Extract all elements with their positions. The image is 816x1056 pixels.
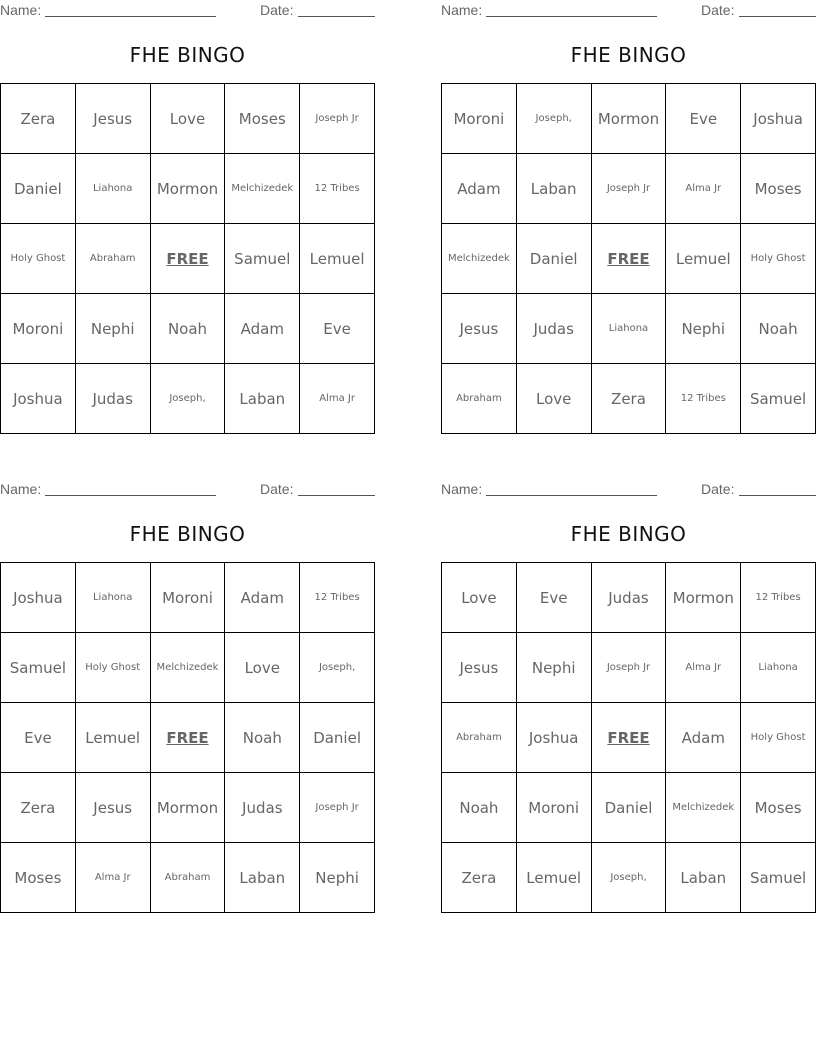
bingo-cell[interactable]: Abraham: [442, 364, 517, 434]
bingo-cell[interactable]: Alma Jr: [666, 633, 741, 703]
bingo-cell[interactable]: Eve: [517, 563, 592, 633]
bingo-card: [0, 479, 375, 919]
date-label: Date:: [701, 481, 735, 497]
bingo-cell[interactable]: Lemuel: [300, 224, 375, 294]
bingo-cell[interactable]: Samuel: [225, 224, 300, 294]
bingo-card: [441, 0, 816, 440]
name-blank-line[interactable]: [45, 495, 216, 496]
bingo-cell[interactable]: Nephi: [76, 294, 151, 364]
bingo-cell[interactable]: Moses: [741, 773, 816, 843]
bingo-grid: [0, 562, 375, 913]
date-label: Date:: [260, 481, 294, 497]
bingo-cell[interactable]: Lemuel: [666, 224, 741, 294]
free-space-cell[interactable]: FREE: [151, 703, 226, 773]
bingo-cell[interactable]: Mormon: [592, 84, 667, 154]
bingo-cell[interactable]: Joshua: [1, 563, 76, 633]
name-label: Name:: [441, 481, 483, 497]
bingo-cell[interactable]: Judas: [76, 364, 151, 434]
bingo-cell[interactable]: Moses: [741, 154, 816, 224]
bingo-cell[interactable]: Daniel: [1, 154, 76, 224]
bingo-cell[interactable]: Abraham: [151, 843, 226, 913]
date-label: Date:: [260, 2, 294, 18]
bingo-cell[interactable]: Melchizedek: [666, 773, 741, 843]
bingo-cell[interactable]: Holy Ghost: [741, 703, 816, 773]
bingo-cell[interactable]: Laban: [225, 364, 300, 434]
bingo-cell[interactable]: Liahona: [741, 633, 816, 703]
bingo-cell[interactable]: Judas: [517, 294, 592, 364]
bingo-cell[interactable]: Joshua: [741, 84, 816, 154]
bingo-cell[interactable]: Liahona: [76, 563, 151, 633]
bingo-cell[interactable]: Jesus: [76, 84, 151, 154]
bingo-grid: [0, 83, 375, 434]
bingo-cell[interactable]: 12 Tribes: [666, 364, 741, 434]
bingo-cell[interactable]: Holy Ghost: [1, 224, 76, 294]
date-blank-line[interactable]: [739, 16, 816, 17]
bingo-cell[interactable]: Joseph,: [151, 364, 226, 434]
bingo-grid: [441, 562, 816, 913]
bingo-card: [0, 0, 375, 440]
bingo-cell[interactable]: Nephi: [300, 843, 375, 913]
name-date-header: [0, 2, 375, 20]
bingo-cell[interactable]: Judas: [592, 563, 667, 633]
bingo-cell[interactable]: Adam: [225, 563, 300, 633]
bingo-cell[interactable]: Adam: [225, 294, 300, 364]
bingo-cell[interactable]: Laban: [517, 154, 592, 224]
bingo-cell[interactable]: Moroni: [151, 563, 226, 633]
bingo-cell[interactable]: Jesus: [76, 773, 151, 843]
bingo-cell[interactable]: Abraham: [442, 703, 517, 773]
bingo-cell[interactable]: Samuel: [741, 364, 816, 434]
bingo-grid: [441, 83, 816, 434]
bingo-cell[interactable]: Daniel: [517, 224, 592, 294]
bingo-cell[interactable]: Alma Jr: [76, 843, 151, 913]
bingo-cell[interactable]: Noah: [442, 773, 517, 843]
bingo-cell[interactable]: Joseph,: [517, 84, 592, 154]
bingo-cell[interactable]: Joshua: [517, 703, 592, 773]
bingo-cell[interactable]: Joseph Jr: [592, 154, 667, 224]
bingo-cell[interactable]: Joseph Jr: [300, 84, 375, 154]
bingo-cell[interactable]: Liahona: [592, 294, 667, 364]
bingo-cell[interactable]: Laban: [666, 843, 741, 913]
bingo-cell[interactable]: Joseph Jr: [592, 633, 667, 703]
date-label: Date:: [701, 2, 735, 18]
bingo-cell[interactable]: Noah: [151, 294, 226, 364]
bingo-cell[interactable]: Moroni: [442, 84, 517, 154]
bingo-cell[interactable]: Moroni: [1, 294, 76, 364]
bingo-cell[interactable]: Samuel: [1, 633, 76, 703]
name-label: Name:: [0, 481, 42, 497]
bingo-cell[interactable]: Eve: [1, 703, 76, 773]
card-title: FHE BINGO: [129, 43, 246, 67]
bingo-cell[interactable]: Liahona: [76, 154, 151, 224]
name-label: Name:: [0, 2, 42, 18]
bingo-cell[interactable]: Love: [442, 563, 517, 633]
date-blank-line[interactable]: [298, 495, 375, 496]
bingo-cell[interactable]: Mormon: [151, 154, 226, 224]
card-title: FHE BINGO: [570, 522, 687, 546]
free-space-cell[interactable]: FREE: [592, 703, 667, 773]
bingo-cell[interactable]: Moses: [1, 843, 76, 913]
bingo-cell[interactable]: Joseph,: [592, 843, 667, 913]
bingo-cell[interactable]: Melchizedek: [225, 154, 300, 224]
bingo-cell[interactable]: Melchizedek: [151, 633, 226, 703]
bingo-cell[interactable]: Adam: [666, 703, 741, 773]
bingo-cell[interactable]: Holy Ghost: [741, 224, 816, 294]
bingo-cell[interactable]: Lemuel: [76, 703, 151, 773]
bingo-cell[interactable]: Mormon: [666, 563, 741, 633]
bingo-cell[interactable]: Jesus: [442, 633, 517, 703]
bingo-cell[interactable]: 12 Tribes: [300, 563, 375, 633]
bingo-cell[interactable]: Moses: [225, 84, 300, 154]
free-space-cell[interactable]: FREE: [151, 224, 226, 294]
bingo-cell[interactable]: Alma Jr: [300, 364, 375, 434]
bingo-cell[interactable]: Nephi: [666, 294, 741, 364]
bingo-cell[interactable]: Alma Jr: [666, 154, 741, 224]
card-title: FHE BINGO: [570, 43, 687, 67]
bingo-cell[interactable]: Laban: [225, 843, 300, 913]
bingo-cell[interactable]: Holy Ghost: [76, 633, 151, 703]
bingo-cell[interactable]: Love: [517, 364, 592, 434]
bingo-cell[interactable]: Eve: [666, 84, 741, 154]
bingo-cell[interactable]: Lemuel: [517, 843, 592, 913]
bingo-cell[interactable]: Joshua: [1, 364, 76, 434]
bingo-cell[interactable]: Melchizedek: [442, 224, 517, 294]
bingo-cell[interactable]: Zera: [1, 84, 76, 154]
name-date-header: [441, 2, 816, 20]
bingo-cell[interactable]: Noah: [225, 703, 300, 773]
bingo-card: [441, 479, 816, 919]
date-blank-line[interactable]: [739, 495, 816, 496]
name-label: Name:: [441, 2, 483, 18]
bingo-cell[interactable]: Adam: [442, 154, 517, 224]
name-blank-line[interactable]: [486, 16, 657, 17]
bingo-cell[interactable]: Joseph,: [300, 633, 375, 703]
bingo-cell[interactable]: Samuel: [741, 843, 816, 913]
bingo-cell[interactable]: Joseph Jr: [300, 773, 375, 843]
bingo-cell[interactable]: Love: [225, 633, 300, 703]
date-blank-line[interactable]: [298, 16, 375, 17]
bingo-cell[interactable]: Eve: [300, 294, 375, 364]
name-blank-line[interactable]: [45, 16, 216, 17]
name-date-header: [0, 481, 375, 499]
bingo-cell[interactable]: 12 Tribes: [300, 154, 375, 224]
bingo-cell[interactable]: Judas: [225, 773, 300, 843]
bingo-cell[interactable]: Jesus: [442, 294, 517, 364]
card-title: FHE BINGO: [129, 522, 246, 546]
name-date-header: [441, 481, 816, 499]
free-space-cell[interactable]: FREE: [592, 224, 667, 294]
bingo-cell[interactable]: Nephi: [517, 633, 592, 703]
bingo-cell[interactable]: Zera: [1, 773, 76, 843]
bingo-cell[interactable]: 12 Tribes: [741, 563, 816, 633]
bingo-cell[interactable]: Noah: [741, 294, 816, 364]
bingo-cell[interactable]: Zera: [442, 843, 517, 913]
bingo-cell[interactable]: Daniel: [592, 773, 667, 843]
bingo-cell[interactable]: Love: [151, 84, 226, 154]
name-blank-line[interactable]: [486, 495, 657, 496]
bingo-cell[interactable]: Moroni: [517, 773, 592, 843]
bingo-cell[interactable]: Abraham: [76, 224, 151, 294]
bingo-cell[interactable]: Daniel: [300, 703, 375, 773]
bingo-cell[interactable]: Mormon: [151, 773, 226, 843]
bingo-cell[interactable]: Zera: [592, 364, 667, 434]
